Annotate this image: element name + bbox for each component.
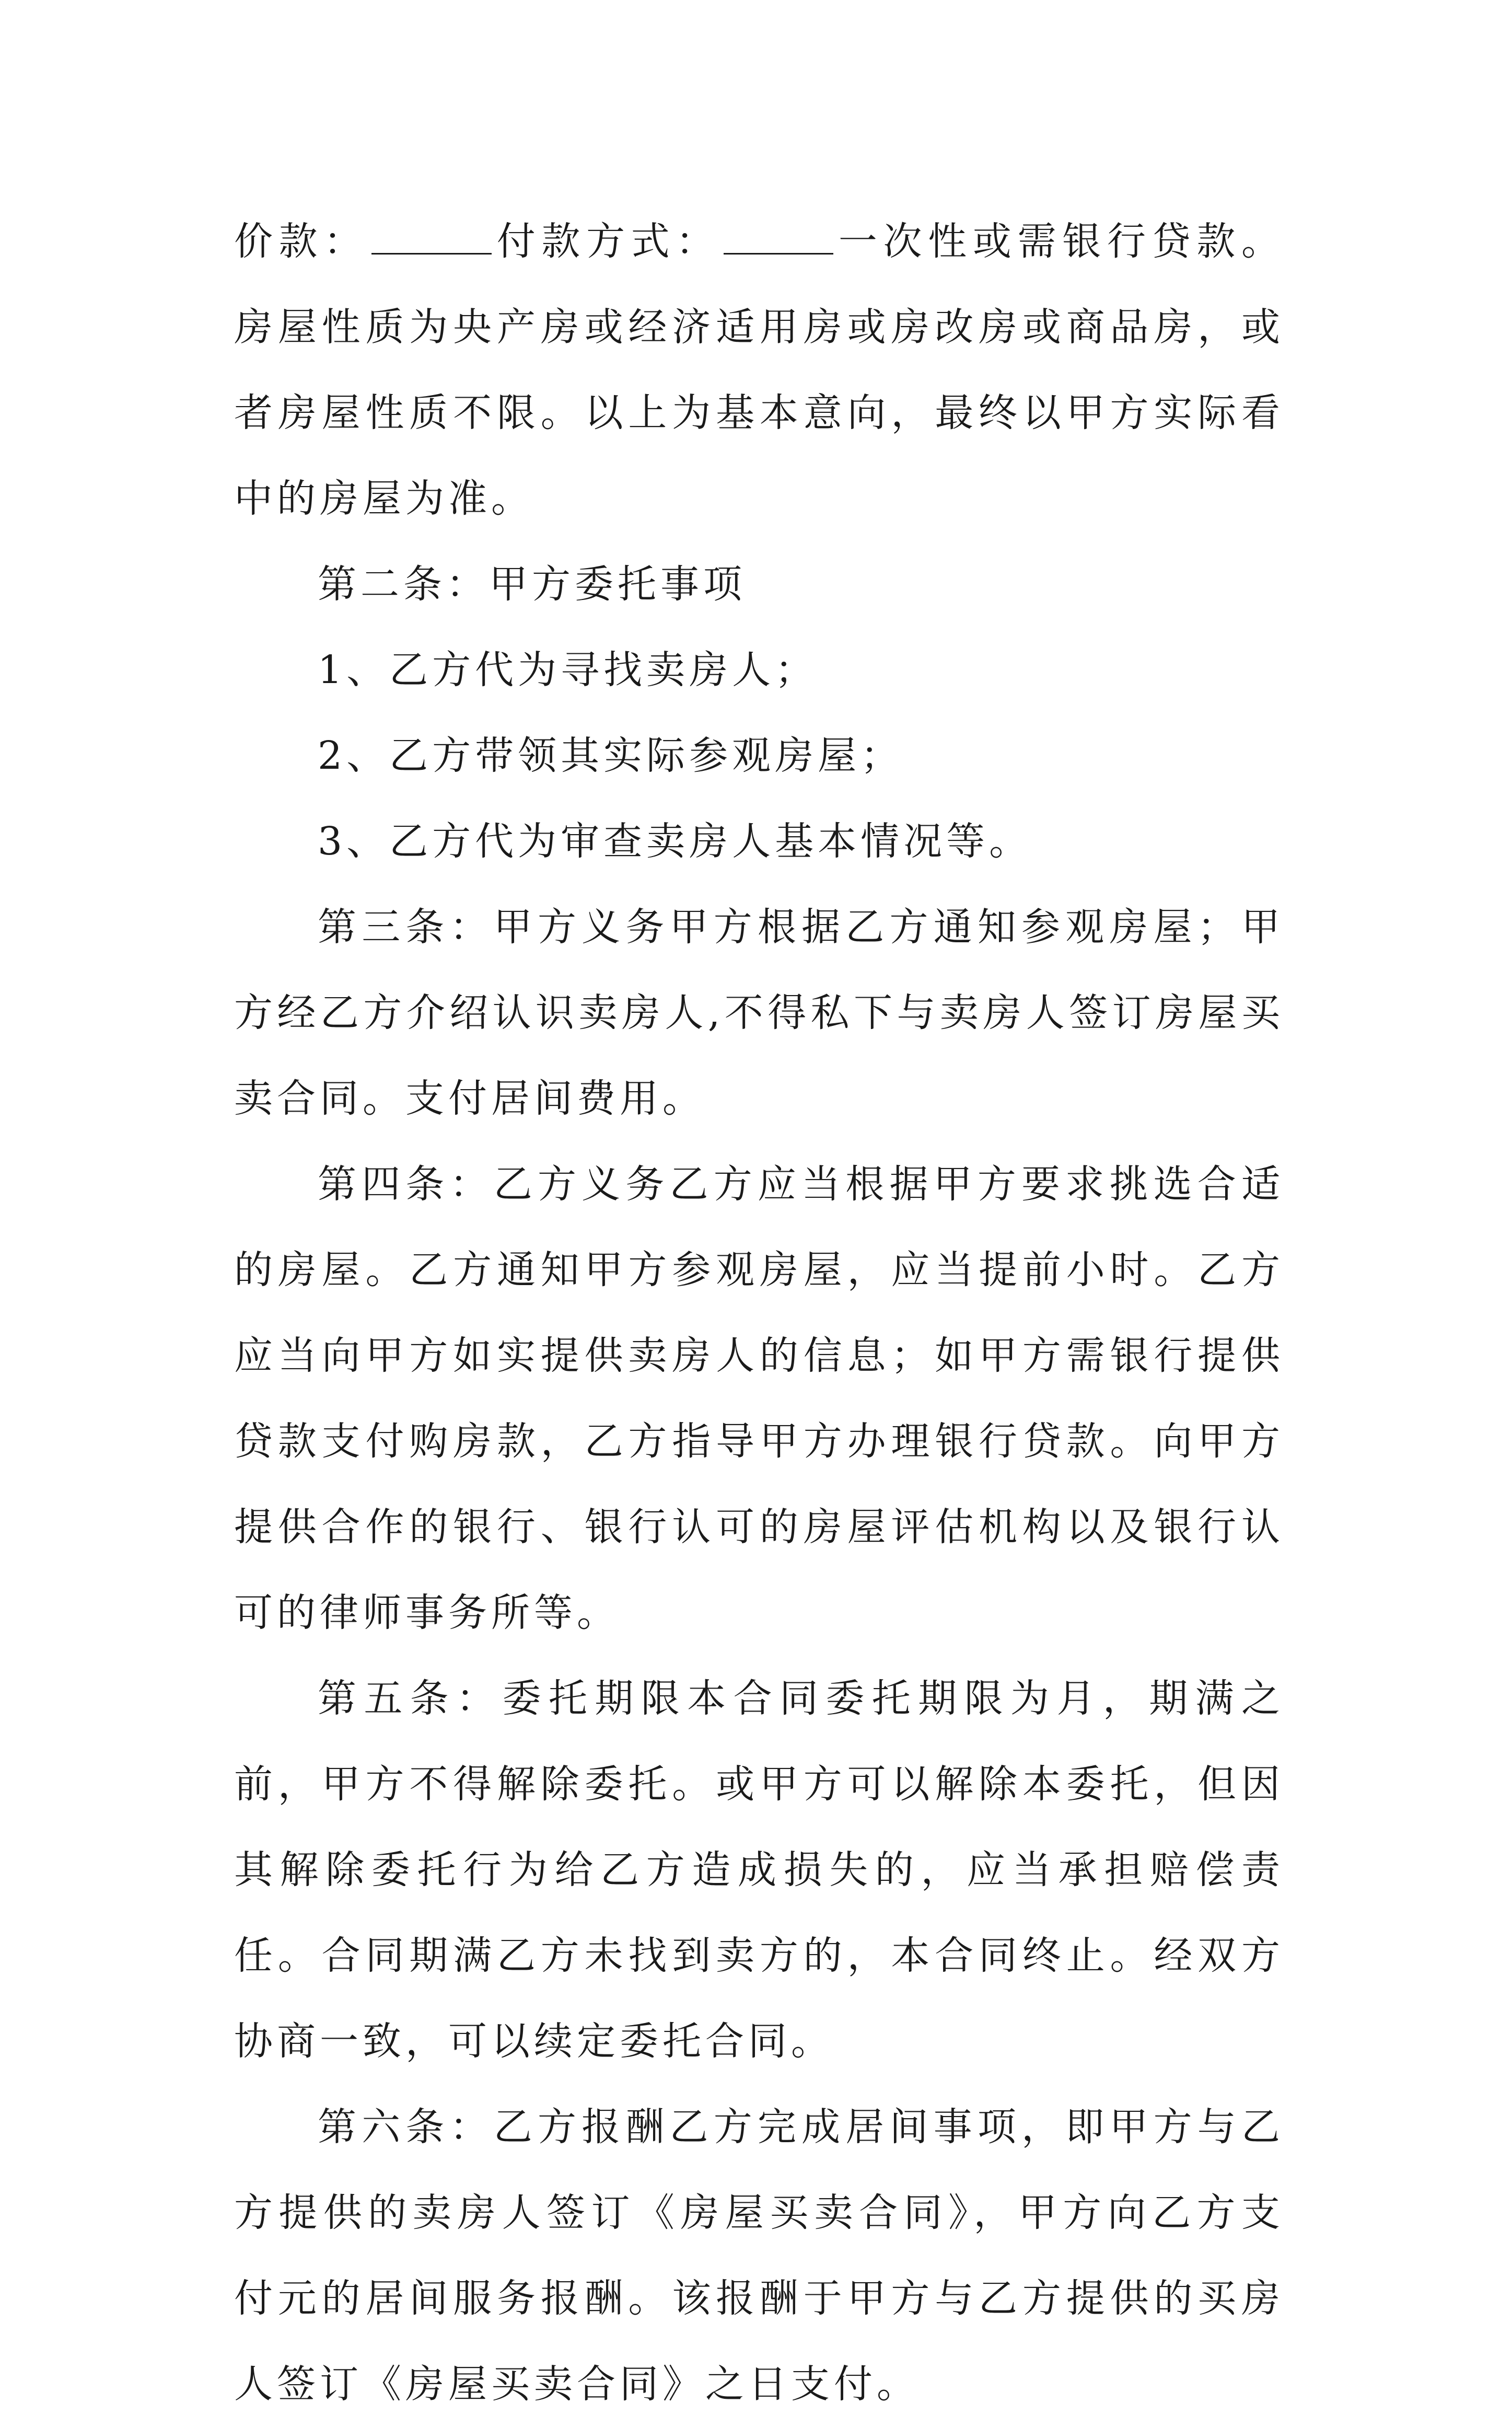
payment-method-blank (724, 219, 833, 255)
article-5-paragraph: 第五条：委托期限本合同委托期限为月，期满之前，甲方不得解除委托。或甲方可以解除本委托，但因其解除委托行为给乙方造成损失的，应当承担赔偿责任。合同期满乙方未找到卖方的，本合同终止。经双方协商一致，可以续定委托合同。 (234, 1676, 1284, 2064)
price-label: 价款： (234, 219, 369, 264)
payment-method-label: 付款方式： (495, 219, 721, 264)
article-2-title: 第二条：甲方委托事项 (318, 562, 746, 607)
price-payment-paragraph (234, 199, 1284, 541)
article-6-paragraph: 第六条：乙方报酬乙方完成居间事项，即甲方与乙方提供的卖房人签订《房屋买卖合同》，甲方向乙方支付元的居间服务报酬。该报酬于甲方与乙方提供的买房人签订《房屋买卖合同》之日支付。 (234, 2105, 1284, 2407)
property-nature-text: 一次性或需银行贷款。房屋性质为央产房或经济适用房或房改房或商品房，或者房屋性质不限。以上为基本意向，最终以甲方实际看中的房屋为准。 (234, 219, 1285, 521)
document-body (234, 199, 1284, 2427)
price-blank (371, 219, 492, 255)
article-2-item-2: 2、乙方带领其实际参观房屋； (318, 733, 904, 778)
article-4-paragraph: 第四条：乙方义务乙方应当根据甲方要求挑选合适的房屋。乙方通知甲方参观房屋，应当提前小时。乙方应当向甲方如实提供卖房人的信息；如甲方需银行提供贷款支付购房款，乙方指导甲方办理银行贷款。向甲方提供合作的银行、银行认可的房屋评估机构以及银行认可的律师事务所等。 (234, 1162, 1284, 1635)
article-2-item-3: 3、乙方代为审查卖房人基本情况等。 (318, 819, 1032, 864)
article-2-item-1: 1、乙方代为寻找卖房人； (318, 648, 818, 692)
article-3-paragraph: 第三条：甲方义务甲方根据乙方通知参观房屋；甲方经乙方介绍认识卖房人,不得私下与卖房人签订房屋买卖合同。支付居间费用。 (234, 905, 1284, 1121)
